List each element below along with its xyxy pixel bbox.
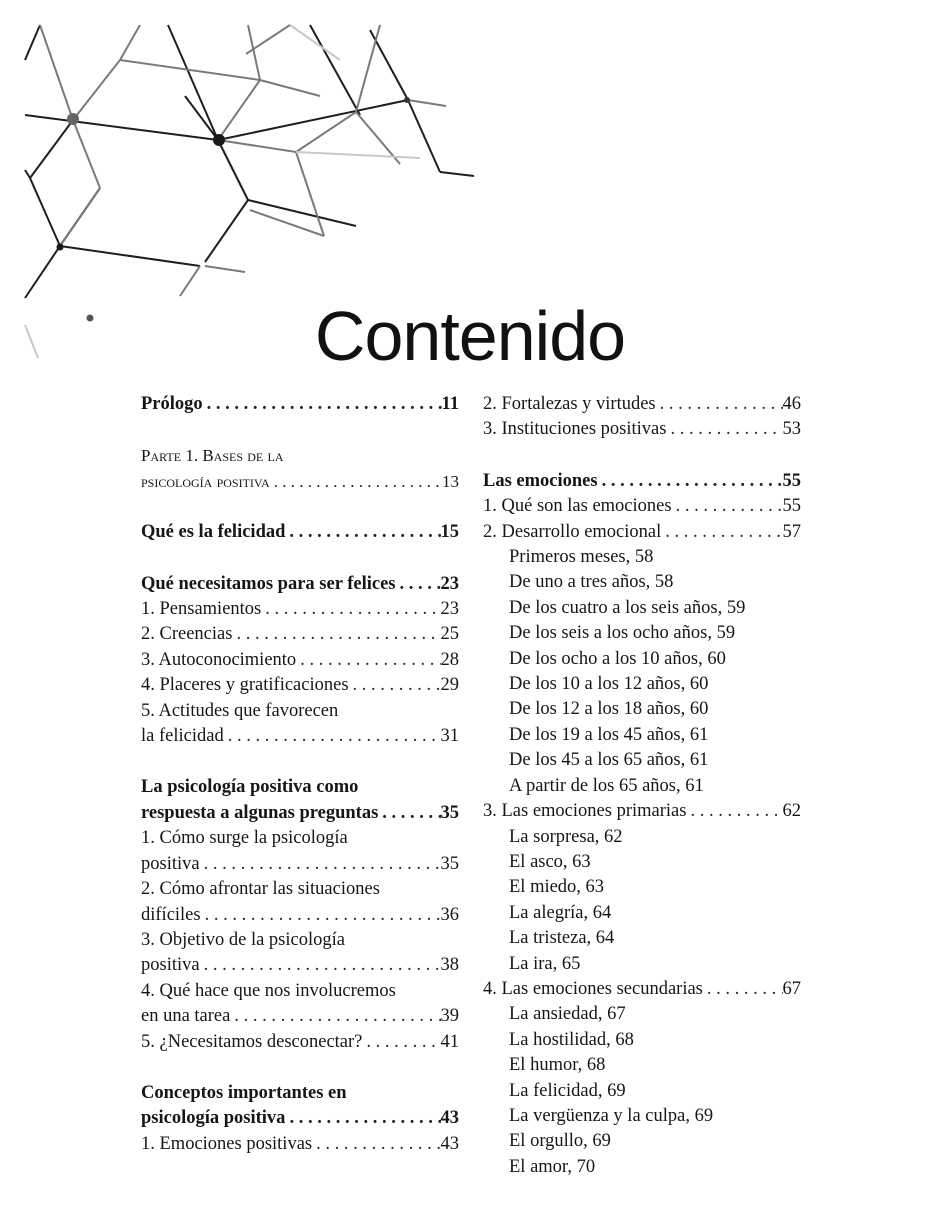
toc-entry-title: La ira, 65 xyxy=(509,953,581,974)
dot-leader xyxy=(672,494,783,519)
toc-right-column xyxy=(483,392,801,1180)
toc-entry-title: psicología positiva xyxy=(141,471,270,491)
toc-entry xyxy=(141,852,459,877)
dot-leader xyxy=(224,724,441,749)
dot-leader xyxy=(362,1030,440,1055)
toc-entry-title: De los cuatro a los seis años, 59 xyxy=(509,597,746,618)
toc-line xyxy=(141,928,459,953)
dot-leader xyxy=(656,392,783,417)
toc-subentry xyxy=(483,1129,801,1154)
toc-line xyxy=(141,877,459,902)
toc-entry-title: El humor, 68 xyxy=(509,1055,606,1076)
toc-entry-page: 35 xyxy=(440,802,459,823)
toc-entry xyxy=(141,392,459,417)
toc-entry-page: 23 xyxy=(440,599,459,620)
toc-entry-title: positiva xyxy=(141,955,200,976)
toc-entry-title: La hostilidad, 68 xyxy=(509,1029,634,1050)
toc-subentry xyxy=(483,926,801,951)
toc-entry-title: A partir de los 65 años, 61 xyxy=(509,775,704,796)
toc-entry-page: 55 xyxy=(782,496,801,517)
toc-entry xyxy=(141,572,459,597)
toc-entry-page: 67 xyxy=(782,978,801,999)
toc-entry-title: De los seis a los ocho años, 59 xyxy=(509,623,736,644)
toc-entry-title: 2. Cómo afrontar las situaciones xyxy=(141,879,380,900)
dot-leader xyxy=(395,572,440,597)
toc-entry-title: De los 12 a los 18 años, 60 xyxy=(509,699,709,720)
toc-entry xyxy=(141,648,459,673)
toc-entry xyxy=(141,953,459,978)
toc-subentry xyxy=(483,672,801,697)
toc-subentry xyxy=(483,1079,801,1104)
toc-subentry xyxy=(483,952,801,977)
section-spacer xyxy=(141,749,459,775)
toc-subentry xyxy=(483,825,801,850)
toc-entry-title: De uno a tres años, 58 xyxy=(509,572,674,593)
toc-entry-title: 3. Instituciones positivas xyxy=(483,419,667,440)
toc-entry xyxy=(141,520,459,545)
toc-entry-page: 23 xyxy=(440,573,459,594)
toc-line xyxy=(141,1081,459,1106)
toc-entry-title: en una tarea xyxy=(141,1006,231,1027)
toc-subentry xyxy=(483,621,801,646)
toc-entry xyxy=(141,469,459,494)
toc-entry-page: 43 xyxy=(440,1133,459,1154)
toc-entry-title: La alegría, 64 xyxy=(509,902,612,923)
toc-entry-title: 3. Autoconocimiento xyxy=(141,649,297,670)
dot-leader xyxy=(296,648,440,673)
section-spacer xyxy=(483,443,801,469)
toc-entry-title: 4. Qué hace que nos involucremos xyxy=(141,980,396,1001)
section-spacer xyxy=(141,494,459,520)
toc-entry-title: positiva xyxy=(141,853,200,874)
toc-entry-title: La felicidad, 69 xyxy=(509,1080,626,1101)
toc-entry-title: De los 10 a los 12 años, 60 xyxy=(509,674,709,695)
toc-entry-page: 57 xyxy=(782,521,801,542)
toc-entry-title: 1. Qué son las emociones xyxy=(483,496,672,517)
toc-subentry xyxy=(483,748,801,773)
toc-entry-title: 3. Objetivo de la psicología xyxy=(141,929,345,950)
dot-leader xyxy=(203,392,442,417)
toc-entry xyxy=(141,903,459,928)
toc-entry-page: 55 xyxy=(782,470,801,491)
dot-leader xyxy=(703,977,783,1002)
toc-entry-page: 13 xyxy=(442,471,459,491)
toc-subentry xyxy=(483,545,801,570)
dot-leader xyxy=(261,597,440,622)
toc-line xyxy=(141,443,459,468)
toc-entry-page: 28 xyxy=(440,649,459,670)
toc-entry-title: la felicidad xyxy=(141,726,224,747)
section-spacer xyxy=(141,546,459,572)
toc-entry-title: 2. Desarrollo emocional xyxy=(483,521,662,542)
dot-leader xyxy=(200,852,441,877)
toc-entry xyxy=(141,1132,459,1157)
dot-leader xyxy=(312,1132,440,1157)
toc-subentry xyxy=(483,1002,801,1027)
toc-entry xyxy=(483,417,801,442)
toc-entry-page: 46 xyxy=(782,394,801,414)
toc-entry-title: 4. Las emociones secundarias xyxy=(483,978,703,999)
toc-entry xyxy=(141,1004,459,1029)
toc-entry-title: La vergüenza y la culpa, 69 xyxy=(509,1105,714,1126)
toc-entry xyxy=(141,1106,459,1131)
toc-entry-title: La psicología positiva como xyxy=(141,777,359,798)
toc-entry-title: De los ocho a los 10 años, 60 xyxy=(509,648,726,669)
toc-subentry xyxy=(483,697,801,722)
toc-entry-page: 39 xyxy=(440,1006,459,1027)
toc-entry-page: 38 xyxy=(440,955,459,976)
toc-left-column xyxy=(141,392,459,1157)
toc-subentry xyxy=(483,570,801,595)
toc-entry-title: De los 45 a los 65 años, 61 xyxy=(509,750,709,771)
toc-entry-title: 1. Emociones positivas xyxy=(141,1133,313,1154)
toc-line xyxy=(141,699,459,724)
toc-entry-page: 36 xyxy=(440,904,459,925)
toc-entry-title: 3. Las emociones primarias xyxy=(483,801,687,822)
toc-subentry xyxy=(483,1028,801,1053)
toc-entry-title: El amor, 70 xyxy=(509,1156,596,1177)
dot-leader xyxy=(378,801,440,826)
toc-line xyxy=(141,775,459,800)
toc-entry-title: La tristeza, 64 xyxy=(509,928,615,949)
toc-entry-title: Qué es la felicidad xyxy=(141,522,286,543)
page-title: Contenido xyxy=(314,297,626,375)
toc-entry-title: Prólogo xyxy=(141,394,203,414)
toc-entry-page: 29 xyxy=(440,675,459,696)
toc-entry xyxy=(483,494,801,519)
dot-leader xyxy=(285,1106,440,1131)
toc-subentry xyxy=(483,901,801,926)
toc-subentry xyxy=(483,1155,801,1180)
toc-entry-title: La sorpresa, 62 xyxy=(509,826,623,847)
dot-leader xyxy=(349,673,441,698)
toc-entry-page: 35 xyxy=(440,853,459,874)
toc-entry-title: 2. Fortalezas y virtudes xyxy=(483,394,656,414)
dot-leader xyxy=(661,520,782,545)
toc-entry-page: 25 xyxy=(440,624,459,645)
toc-subentry xyxy=(483,850,801,875)
toc-subentry xyxy=(483,647,801,672)
dot-leader xyxy=(200,953,441,978)
toc-entry-page: 41 xyxy=(440,1031,459,1052)
toc-entry xyxy=(141,597,459,622)
toc-entry-title: Primeros meses, 58 xyxy=(509,547,654,568)
dot-leader xyxy=(201,903,441,928)
toc-entry xyxy=(141,1030,459,1055)
toc-entry-title: 1. Pensamientos xyxy=(141,599,262,620)
dot-leader xyxy=(285,520,440,545)
toc-entry xyxy=(483,977,801,1002)
toc-entry-page: 62 xyxy=(782,801,801,822)
toc-entry-title: 4. Placeres y gratificaciones xyxy=(141,675,349,696)
toc-entry-title: respuesta a algunas preguntas xyxy=(141,802,379,823)
toc-subentry xyxy=(483,596,801,621)
toc-entry-title: Parte 1. Bases de la xyxy=(141,446,284,466)
toc-entry-title: 1. Cómo surge la psicología xyxy=(141,828,348,849)
toc-entry xyxy=(141,724,459,749)
toc-entry xyxy=(141,622,459,647)
toc-entry-title: El orgullo, 69 xyxy=(509,1131,611,1152)
toc-subentry xyxy=(483,774,801,799)
toc-entry-title: De los 19 a los 45 años, 61 xyxy=(509,724,709,745)
dot-leader xyxy=(270,469,442,494)
toc-entry-title: El miedo, 63 xyxy=(509,877,605,898)
toc-entry-page: 11 xyxy=(441,394,459,414)
toc-subentry xyxy=(483,1104,801,1129)
toc-entry-title: El asco, 63 xyxy=(509,851,591,872)
toc-entry-title: 2. Creencias xyxy=(141,624,233,645)
toc-entry-title: Qué necesitamos para ser felices xyxy=(141,573,396,594)
section-spacer xyxy=(141,417,459,443)
dot-leader xyxy=(230,1004,440,1029)
dot-leader xyxy=(598,469,783,494)
toc-entry-page: 15 xyxy=(440,522,459,543)
dot-leader xyxy=(666,417,782,442)
toc-subentry xyxy=(483,723,801,748)
toc-entry xyxy=(483,799,801,824)
toc-entry-title: difíciles xyxy=(141,904,201,925)
toc-entry xyxy=(141,801,459,826)
dot-leader xyxy=(232,622,440,647)
section-spacer xyxy=(141,1055,459,1081)
toc-line xyxy=(141,826,459,851)
toc-entry xyxy=(483,392,801,417)
toc-entry-title: 5. ¿Necesitamos desconectar? xyxy=(141,1031,363,1052)
dot-leader xyxy=(686,799,782,824)
toc-subentry xyxy=(483,1053,801,1078)
toc-entry xyxy=(483,520,801,545)
toc-entry xyxy=(483,469,801,494)
toc-entry-page: 43 xyxy=(440,1108,459,1129)
toc-line xyxy=(141,979,459,1004)
toc-entry-page: 53 xyxy=(782,419,801,440)
toc-entry xyxy=(141,673,459,698)
toc-entry-title: Conceptos importantes en xyxy=(141,1082,347,1103)
toc-entry-title: 5. Actitudes que favorecen xyxy=(141,700,339,721)
toc-subentry xyxy=(483,875,801,900)
toc-entry-title: Las emociones xyxy=(483,470,598,491)
toc-entry-title: psicología positiva xyxy=(141,1108,286,1129)
toc-entry-title: La ansiedad, 67 xyxy=(509,1004,626,1025)
toc-entry-page: 31 xyxy=(440,726,459,747)
